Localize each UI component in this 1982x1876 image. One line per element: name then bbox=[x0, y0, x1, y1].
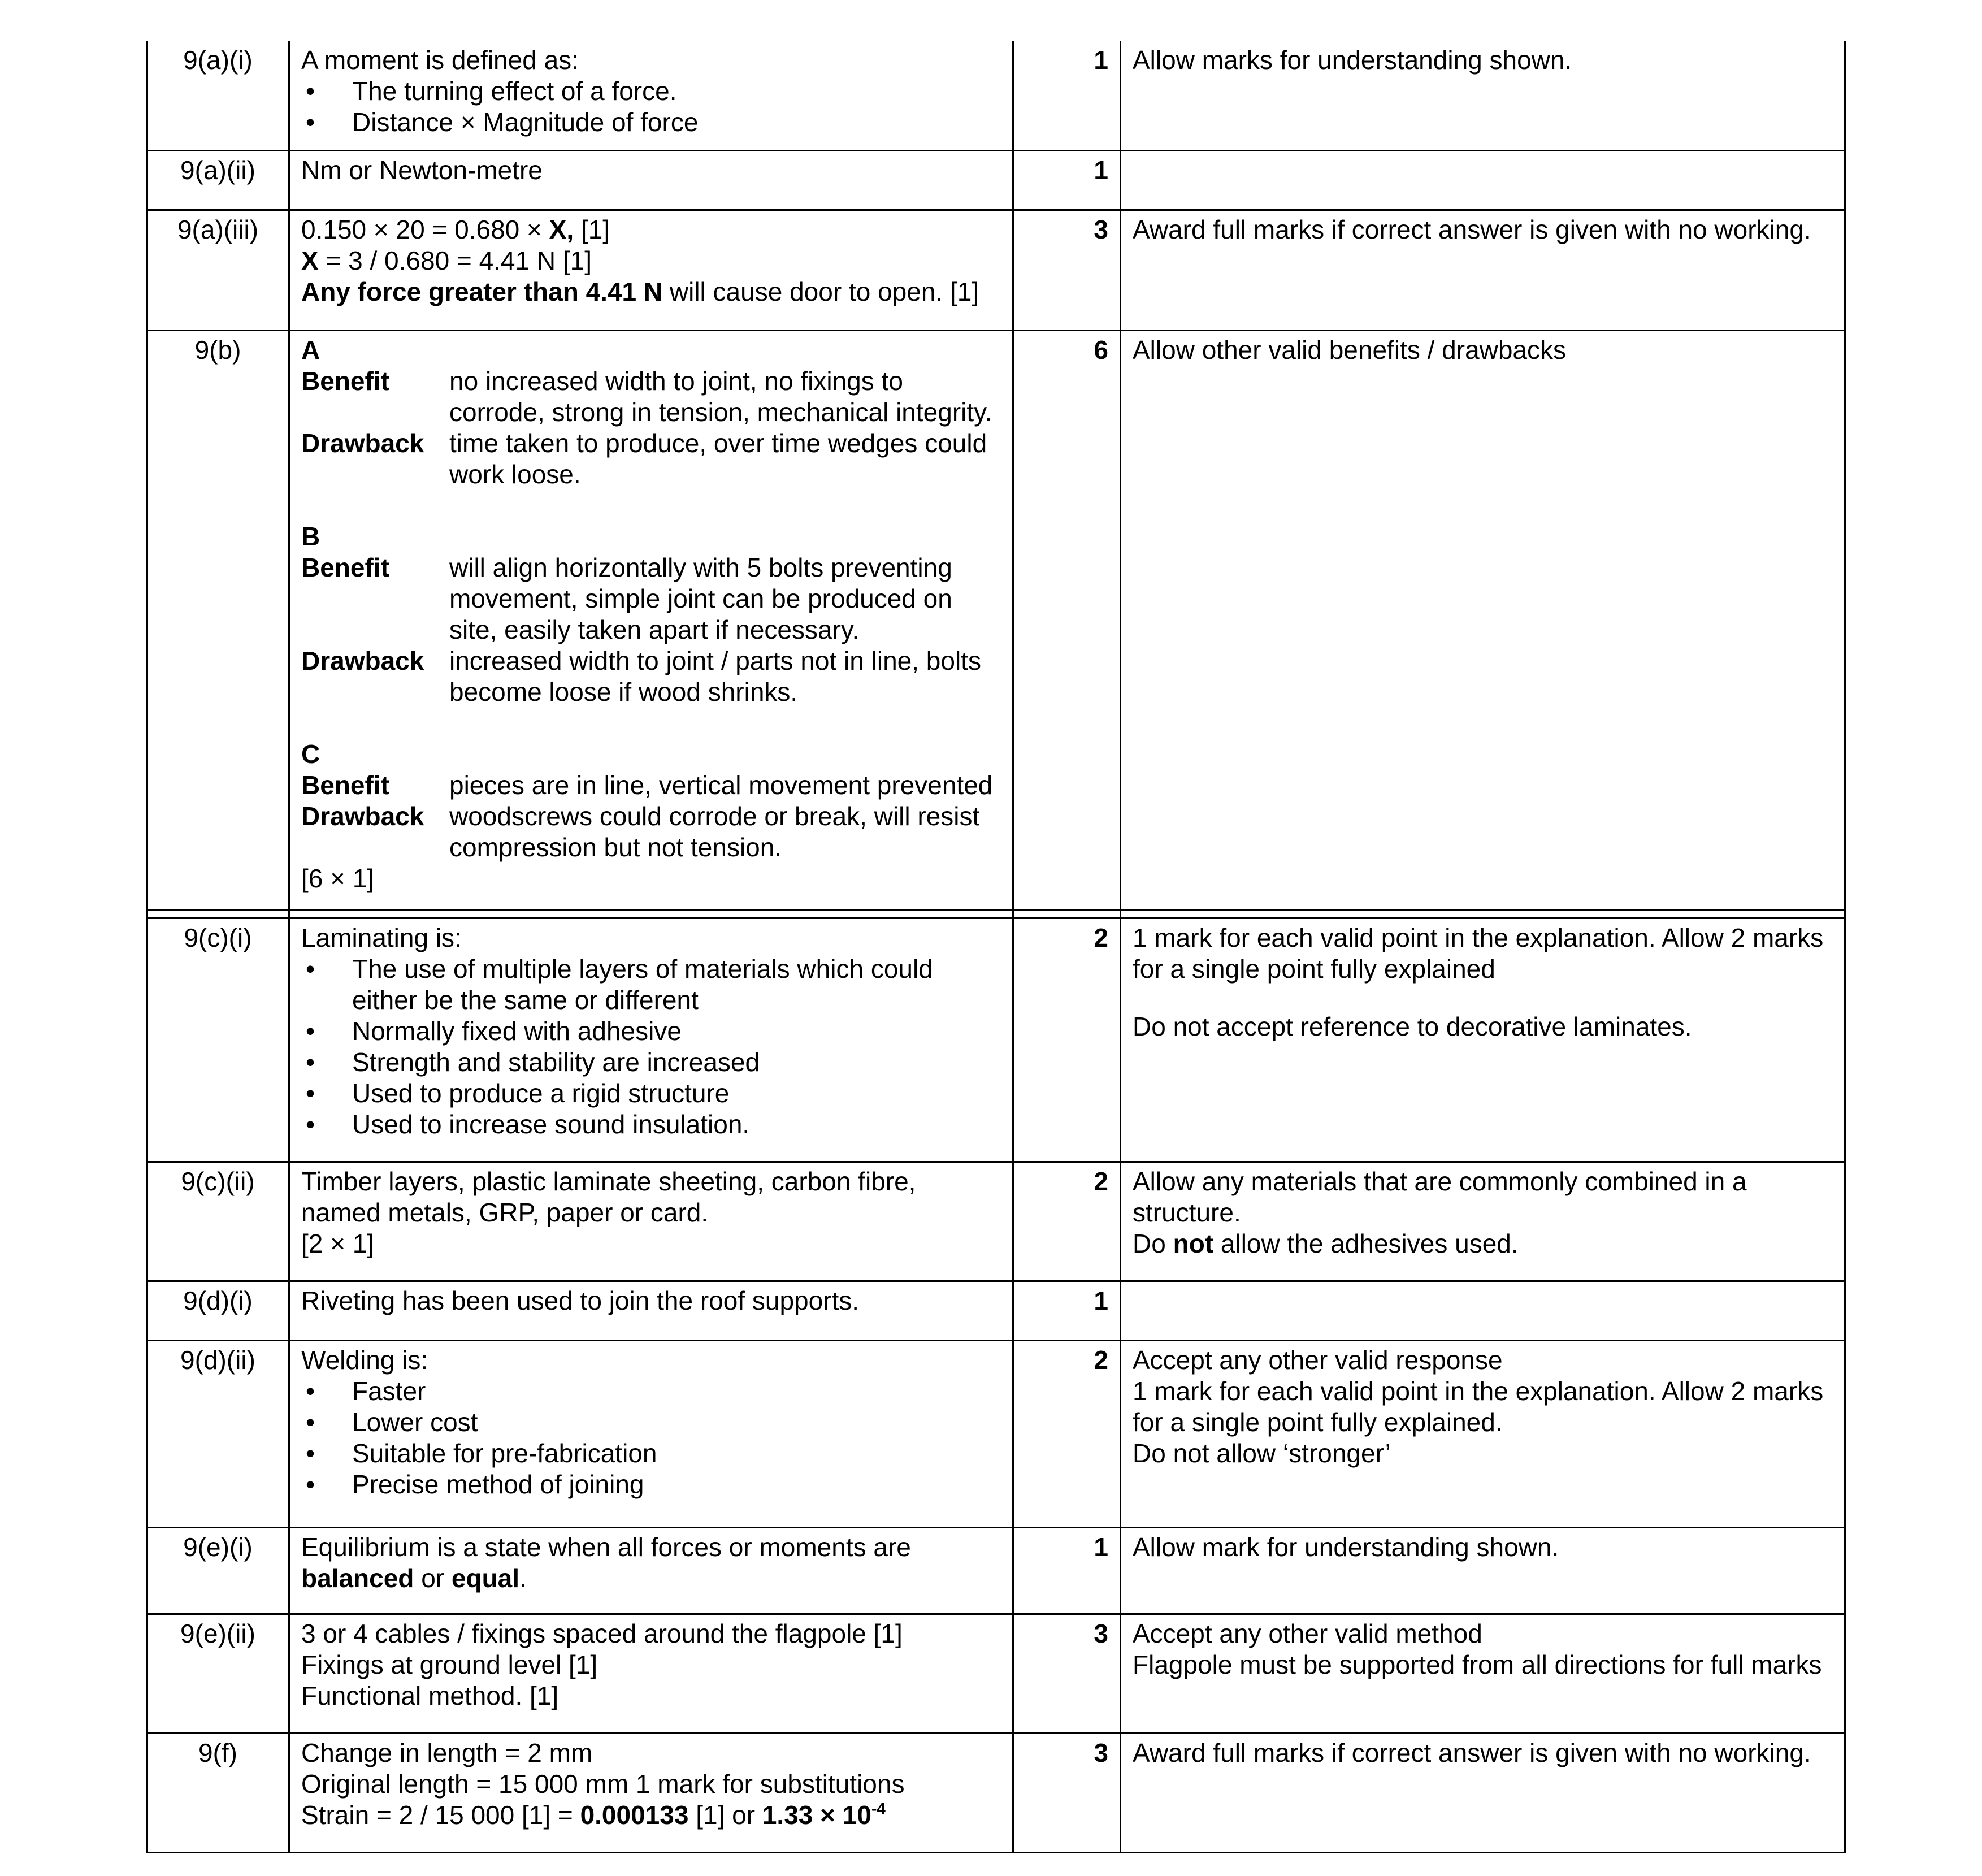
guidance-cell bbox=[1121, 1614, 1845, 1734]
drawback-text: increased width to joint / parts not in line, bolts become loose if wood shrinks. bbox=[449, 646, 981, 707]
list-item: • Strength and stability are increased bbox=[301, 1047, 1001, 1078]
marks-cell: 3 bbox=[1013, 1734, 1121, 1853]
marks-cell: 3 bbox=[1013, 210, 1121, 331]
answer-intro: Laminating is: bbox=[301, 923, 462, 952]
table-row bbox=[147, 1162, 1845, 1281]
text-run: [1] bbox=[574, 215, 610, 244]
drawback-row bbox=[301, 801, 1001, 863]
answer-line: Change in length = 2 mm bbox=[301, 1738, 593, 1767]
list-item: • Distance × Magnitude of force bbox=[301, 107, 1001, 138]
drawback-key: Drawback bbox=[301, 646, 424, 675]
list-item: • Faster bbox=[301, 1376, 1001, 1407]
benefit-text: pieces are in line, vertical movement prevented bbox=[449, 770, 993, 800]
guidance-cell bbox=[1121, 1162, 1845, 1281]
answer-text: Timber layers, plastic laminate sheeting, carbon fibre, named metals, GRP, paper or card. bbox=[301, 1167, 916, 1227]
table-row bbox=[147, 1341, 1845, 1528]
guidance-line: Do not allow ‘stronger’ bbox=[1133, 1439, 1391, 1468]
marks-cell: 1 bbox=[1013, 1528, 1121, 1614]
marks-cell: 2 bbox=[1013, 1162, 1121, 1281]
text-run: will cause door to open. [1] bbox=[662, 277, 979, 306]
mark-tally: [2 × 1] bbox=[301, 1229, 375, 1258]
text-run: . bbox=[519, 1563, 527, 1593]
benefit-key: Benefit bbox=[301, 770, 389, 800]
option-label: B bbox=[301, 522, 320, 551]
question-number: 9(a)(ii) bbox=[147, 151, 289, 210]
text-run: Equilibrium is a state when all forces or moments are bbox=[301, 1532, 911, 1562]
benefit-row bbox=[301, 770, 1001, 801]
marks-cell: 1 bbox=[1013, 1281, 1121, 1341]
drawback-text: woodscrews could corrode or break, will resist compression but not tension. bbox=[449, 801, 980, 862]
answer-cell bbox=[289, 331, 1013, 910]
drawback-row bbox=[301, 645, 1001, 708]
separator-row bbox=[147, 910, 1845, 918]
table-row bbox=[147, 210, 1845, 331]
answer-line bbox=[301, 276, 1001, 307]
bold-run: X, bbox=[549, 215, 574, 244]
drawback-key: Drawback bbox=[301, 801, 424, 831]
list-item: • Precise method of joining bbox=[301, 1469, 1001, 1500]
guidance-cell bbox=[1121, 1341, 1845, 1528]
guidance-cell bbox=[1121, 1281, 1845, 1341]
list-item: • Lower cost bbox=[301, 1407, 1001, 1438]
bullet-list bbox=[301, 954, 1001, 1140]
benefit-row bbox=[301, 552, 1001, 645]
table-row bbox=[147, 151, 1845, 210]
answer-cell bbox=[289, 41, 1013, 151]
answer-intro: Welding is: bbox=[301, 1345, 428, 1375]
mark-scheme-table bbox=[146, 41, 1846, 1853]
answer-cell bbox=[289, 918, 1013, 1162]
text-run: [1] or bbox=[688, 1800, 762, 1830]
marks-cell: 2 bbox=[1013, 1341, 1121, 1528]
bold-run: not bbox=[1173, 1229, 1214, 1258]
list-item: • Used to produce a rigid structure bbox=[301, 1078, 1001, 1109]
list-item: • Suitable for pre-fabrication bbox=[301, 1438, 1001, 1469]
marks-cell: 1 bbox=[1013, 151, 1121, 210]
text-run: allow the adhesives used. bbox=[1213, 1229, 1519, 1258]
benefit-key: Benefit bbox=[301, 553, 389, 582]
guidance-line: 1 mark for each valid point in the explanation. Allow 2 marks for a single point fully explained bbox=[1133, 923, 1824, 984]
option-label: A bbox=[301, 335, 320, 365]
guidance-cell bbox=[1121, 151, 1845, 210]
guidance-cell: Allow marks for understanding shown. bbox=[1121, 41, 1845, 151]
guidance-cell bbox=[1121, 918, 1845, 1162]
marks-cell: 2 bbox=[1013, 918, 1121, 1162]
table-row bbox=[147, 41, 1845, 151]
bold-run: 0.000133 bbox=[580, 1800, 689, 1830]
table-row bbox=[147, 331, 1845, 910]
bold-run: equal bbox=[451, 1563, 520, 1593]
bold-run: balanced bbox=[301, 1563, 414, 1593]
table-row bbox=[147, 1281, 1845, 1341]
answer-line bbox=[301, 245, 1001, 276]
question-number: 9(a)(i) bbox=[147, 41, 289, 151]
answer-cell: Nm or Newton-metre bbox=[289, 151, 1013, 210]
marks-cell: 3 bbox=[1013, 1614, 1121, 1734]
answer-cell bbox=[289, 210, 1013, 331]
guidance-cell: Award full marks if correct answer is given with no working. bbox=[1121, 210, 1845, 331]
table-row bbox=[147, 1614, 1845, 1734]
table-row bbox=[147, 1528, 1845, 1614]
answer-line: Original length = 15 000 mm 1 mark for substitutions bbox=[301, 1769, 905, 1799]
question-number: 9(c)(i) bbox=[147, 918, 289, 1162]
benefit-text: no increased width to joint, no fixings to corrode, strong in tension, mechanical integrity. bbox=[449, 366, 992, 427]
answer-cell bbox=[289, 1341, 1013, 1528]
benefit-row bbox=[301, 366, 1001, 428]
text-run: Strain = 2 / 15 000 [1] = bbox=[301, 1800, 580, 1830]
list-item: • The use of multiple layers of materials which could either be the same or different bbox=[301, 954, 1001, 1016]
list-item: • Used to increase sound insulation. bbox=[301, 1109, 1001, 1140]
answer-cell bbox=[289, 1734, 1013, 1853]
answer-cell bbox=[289, 1162, 1013, 1281]
answer-intro: A moment is defined as: bbox=[301, 45, 579, 75]
answer-line: Functional method. [1] bbox=[301, 1681, 559, 1710]
question-number: 9(b) bbox=[147, 331, 289, 910]
question-number: 9(c)(ii) bbox=[147, 1162, 289, 1281]
text-run: Do bbox=[1133, 1229, 1173, 1258]
guidance-line: Accept any other valid method bbox=[1133, 1619, 1482, 1648]
marks-cell: 1 bbox=[1013, 41, 1121, 151]
answer-line bbox=[301, 214, 1001, 245]
answer-cell bbox=[289, 1528, 1013, 1614]
answer-line: 3 or 4 cables / fixings spaced around the flagpole [1] bbox=[301, 1619, 903, 1648]
marks-cell: 6 bbox=[1013, 331, 1121, 910]
question-number: 9(e)(ii) bbox=[147, 1614, 289, 1734]
exponent: -4 bbox=[871, 1800, 886, 1817]
answer-cell: Riveting has been used to join the roof supports. bbox=[289, 1281, 1013, 1341]
bold-run: Any force greater than 4.41 N bbox=[301, 277, 663, 306]
question-number: 9(d)(i) bbox=[147, 1281, 289, 1341]
table-row bbox=[147, 918, 1845, 1162]
guidance-cell: Allow other valid benefits / drawbacks bbox=[1121, 331, 1845, 910]
bold-run: X bbox=[301, 246, 319, 275]
question-number: 9(a)(iii) bbox=[147, 210, 289, 331]
text-run: or bbox=[414, 1563, 452, 1593]
question-number: 9(e)(i) bbox=[147, 1528, 289, 1614]
answer-line bbox=[301, 1800, 1001, 1831]
bullet-list bbox=[301, 1376, 1001, 1500]
guidance-line: Allow any materials that are commonly combined in a structure. bbox=[1133, 1167, 1747, 1227]
guidance-line: 1 mark for each valid point in the explanation. Allow 2 marks for a single point fully explained. bbox=[1133, 1376, 1824, 1437]
question-number: 9(d)(ii) bbox=[147, 1341, 289, 1528]
question-number: 9(f) bbox=[147, 1734, 289, 1853]
option-label: C bbox=[301, 739, 320, 769]
guidance-cell: Allow mark for understanding shown. bbox=[1121, 1528, 1845, 1614]
text-run: 0.150 × 20 = 0.680 × bbox=[301, 215, 549, 244]
bold-run: 1.33 × 10 bbox=[762, 1800, 871, 1830]
drawback-row bbox=[301, 428, 1001, 490]
bullet-list bbox=[301, 76, 1001, 138]
guidance-cell: Award full marks if correct answer is given with no working. bbox=[1121, 1734, 1845, 1853]
guidance-line: Do not accept reference to decorative laminates. bbox=[1133, 1012, 1692, 1041]
drawback-key: Drawback bbox=[301, 428, 424, 458]
benefit-key: Benefit bbox=[301, 366, 389, 396]
drawback-text: time taken to produce, over time wedges could work loose. bbox=[449, 428, 987, 489]
guidance-line: Flagpole must be supported from all directions for full marks bbox=[1133, 1650, 1822, 1679]
table-row bbox=[147, 1734, 1845, 1853]
mark-tally: [6 × 1] bbox=[301, 864, 375, 893]
answer-cell bbox=[289, 1614, 1013, 1734]
benefit-text: will align horizontally with 5 bolts preventing movement, simple joint can be produced on site, easily taken apart if necessary. bbox=[449, 553, 952, 644]
guidance-line bbox=[1133, 1228, 1833, 1259]
answer-line: Fixings at ground level [1] bbox=[301, 1650, 598, 1679]
list-item: • The turning effect of a force. bbox=[301, 76, 1001, 107]
text-run: = 3 / 0.680 = 4.41 N [1] bbox=[318, 246, 592, 275]
guidance-line: Accept any other valid response bbox=[1133, 1345, 1503, 1375]
list-item: • Normally fixed with adhesive bbox=[301, 1016, 1001, 1047]
